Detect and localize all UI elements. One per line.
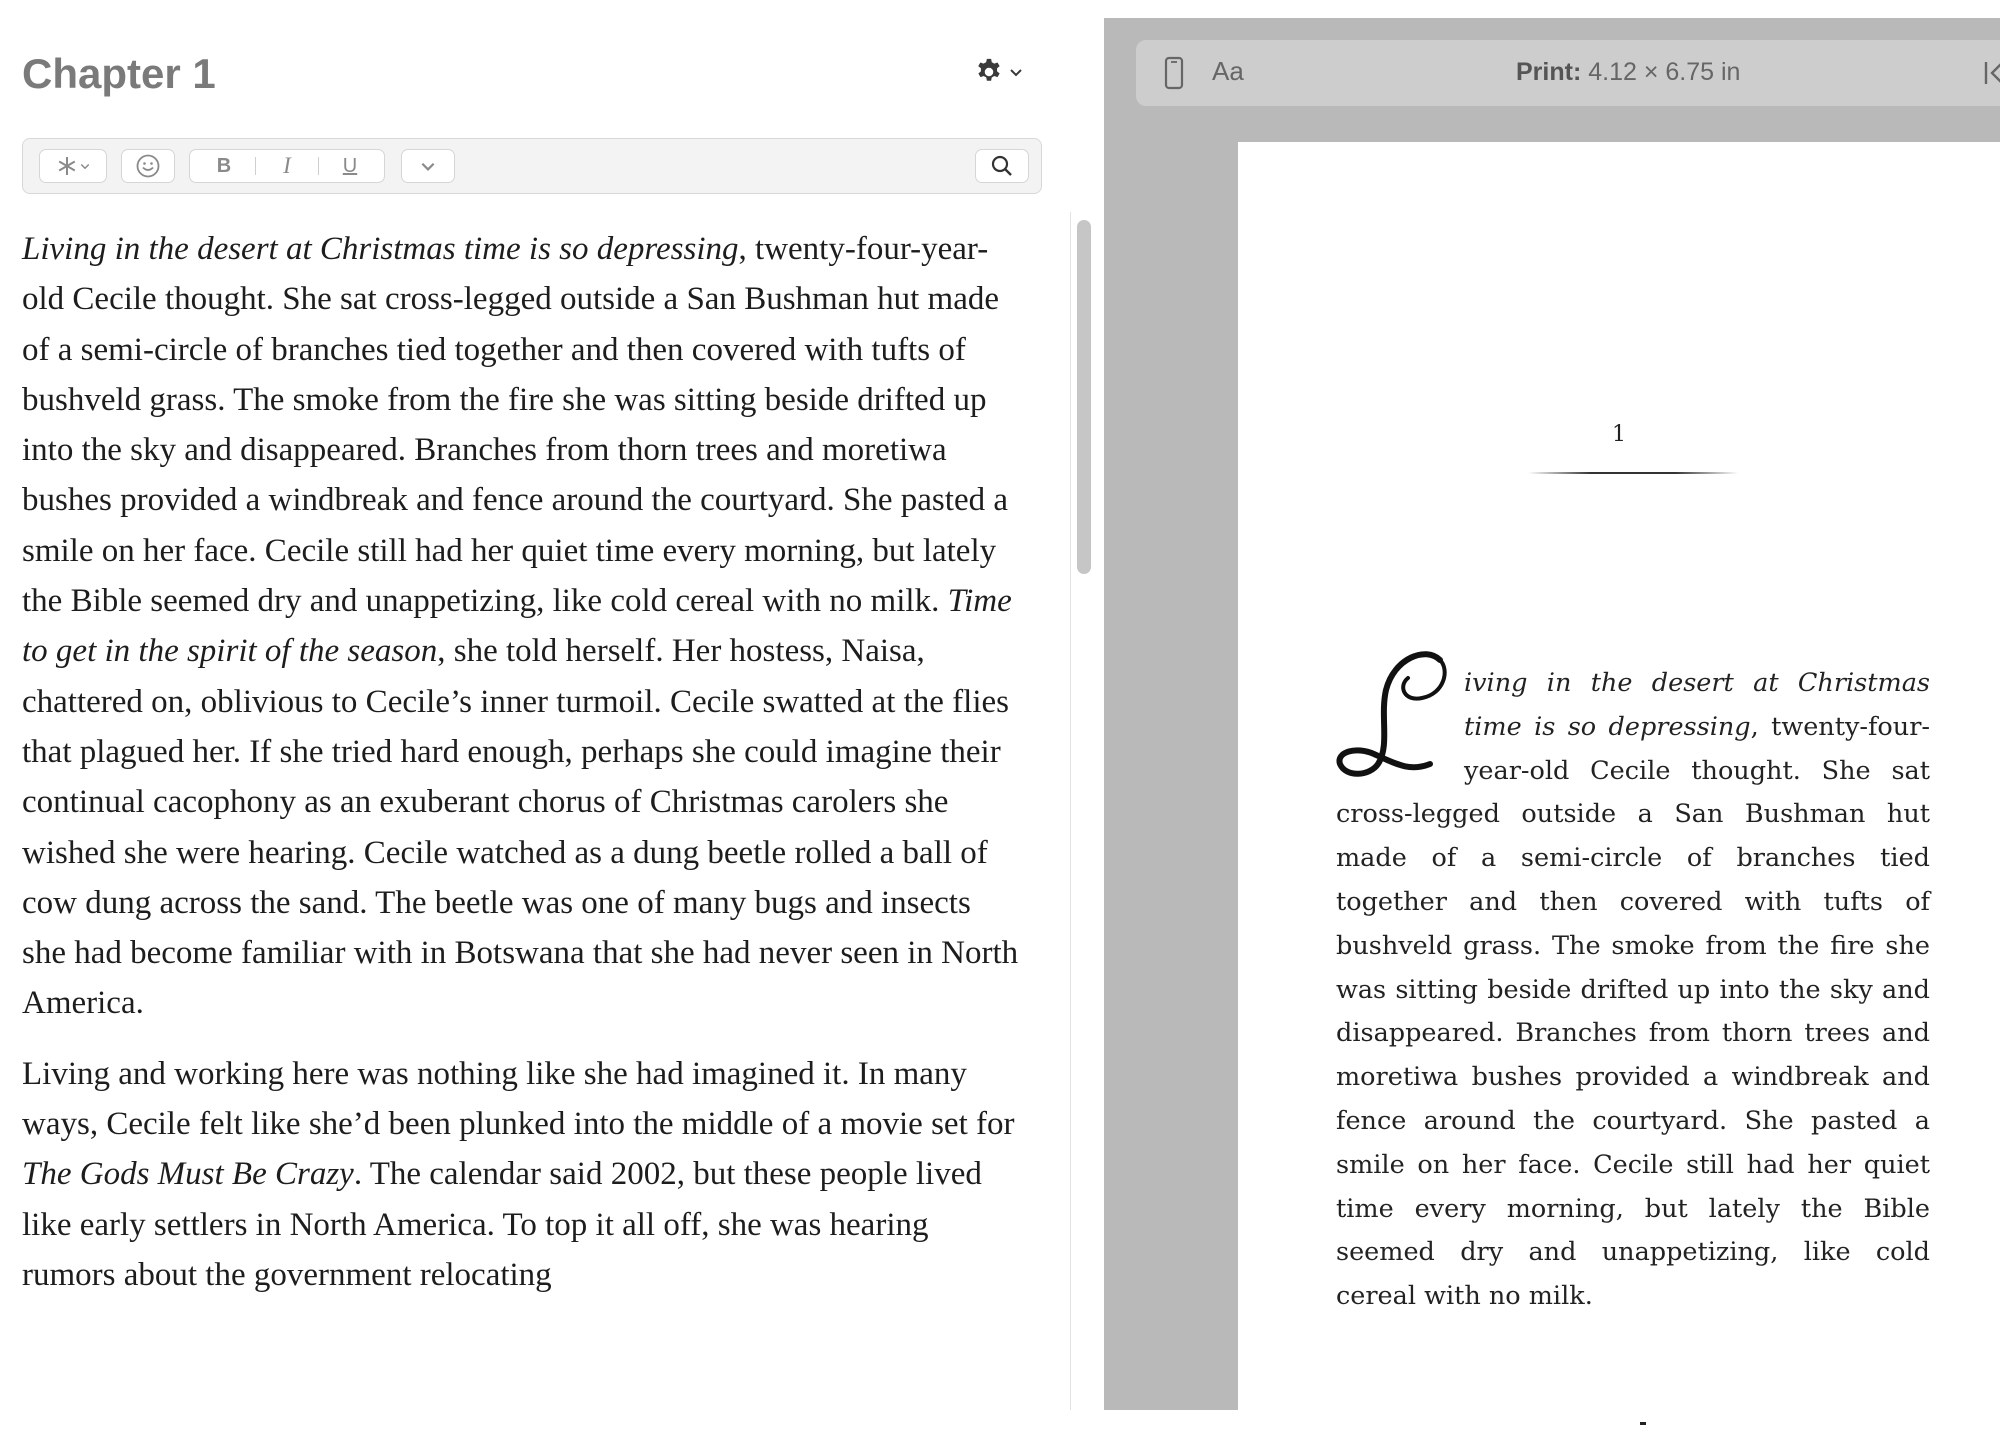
italic-text: iving in the desert at Christmas time is so depressing	[1464, 668, 1930, 742]
print-preview-pane	[1104, 18, 2000, 1410]
paragraph	[22, 224, 1022, 1029]
smiley-icon	[135, 153, 161, 179]
more-formatting-button[interactable]	[401, 149, 455, 183]
chapter-title[interactable]: Chapter 1	[22, 50, 216, 97]
drop-cap-text: L	[1334, 650, 1335, 651]
style-menu-button[interactable]	[39, 149, 107, 183]
page-number: 1	[1612, 422, 1626, 447]
italic-button[interactable]: I	[283, 153, 291, 178]
print-size-label	[1516, 58, 1740, 87]
gear-icon	[974, 57, 1004, 87]
bold-button[interactable]: B	[216, 154, 232, 177]
page-bottom-mark	[1640, 1422, 1646, 1425]
chevron-down-icon	[1008, 64, 1024, 80]
preview-toolbar	[1136, 40, 2000, 106]
page-body-text	[1334, 650, 1930, 1319]
chapter-ornament-rule	[1528, 472, 1738, 474]
text-run: , she told herself. Her hostess, Naisa, chattered on, oblivious to Cecile’s inner turmoil. Cecile swatted at the flies that plagued her. If she tried hard enough, perhaps she could imagine their continual cacophony as an exuberant chorus of Christmas carolers she wished she were hearing. Cecile watched as a dung beetle rolled a ball of cow dung across the sand. The beetle was one of many bugs and insects she had become familiar with in Botswana that she had never seen in North America.	[22, 633, 1019, 1022]
search-icon	[990, 154, 1014, 178]
scrollbar-thumb[interactable]	[1077, 220, 1091, 574]
formatting-toolbar	[22, 138, 1042, 194]
font-settings-button[interactable]: Aa	[1212, 56, 1244, 86]
paragraph	[22, 1049, 1022, 1300]
text-format-group	[189, 149, 385, 183]
text-run: Living and working here was nothing like she had imagined it. In many ways, Cecile felt like she’d been plunked into the middle of a movie set for	[22, 1055, 1015, 1143]
book-page	[1238, 142, 2000, 1410]
drop-cap-letter	[1334, 650, 1462, 782]
text-run: , twenty-four-year-old Cecile thought. She sat cross-legged outside a San Bushman hut made of a semi-circle of branches tied together and then covered with tufts of bushveld grass. The smoke from the fire she was sitting beside drifted up into the sky and disappeared. Branches from thorn trees and moretiwa bushes provided a windbreak and fence around the courtyard. She pasted a smile on her face. Cecile still had her quiet time every morning, but lately the Bible seemed dry and unappetizing, like cold cereal with no milk.	[22, 231, 1008, 620]
print-size-value: 4.12 × 6.75 in	[1581, 58, 1741, 86]
search-button[interactable]	[975, 149, 1029, 183]
underline-button[interactable]: U	[342, 154, 358, 177]
emoji-button[interactable]	[121, 149, 175, 183]
asterisk-icon	[55, 154, 79, 178]
chapter-text-editor[interactable]	[22, 224, 1022, 1320]
chapter-settings-button[interactable]	[974, 52, 1034, 92]
italic-text: Living in the desert at Christmas time is so depressing	[22, 231, 739, 267]
phone-device-icon[interactable]	[1162, 56, 1186, 90]
print-label: Print:	[1516, 58, 1582, 86]
chevron-down-icon	[79, 160, 91, 172]
text-run: , twenty-four-year-old Cecile thought. She sat cross-legged outside a San Bushman hut made of a semi-circle of branches tied together and then covered with tufts of bushveld grass. The smoke from the fire she was sitting beside drifted up into the sky and disappeared. Branches from thorn trees and moretiwa bushes provided a windbreak and fence around the courtyard. She pasted a smile on her face. Cecile still had her quiet time every morning, but lately the Bible seemed dry and unappetizing, like cold cereal with no milk.	[1336, 711, 1930, 1312]
chevron-down-icon	[419, 157, 437, 175]
editor-scrollbar[interactable]	[1070, 212, 1097, 1410]
first-page-icon[interactable]	[1978, 56, 2000, 90]
italic-text: Time to get in the spirit of the season	[22, 583, 1012, 670]
italic-text: The Gods Must Be Crazy	[22, 1156, 354, 1193]
text-run: . The calendar said 2002, but these people lived like early settlers in North America. To top it all off, she was hearing rumors about the government relocating	[22, 1156, 982, 1293]
